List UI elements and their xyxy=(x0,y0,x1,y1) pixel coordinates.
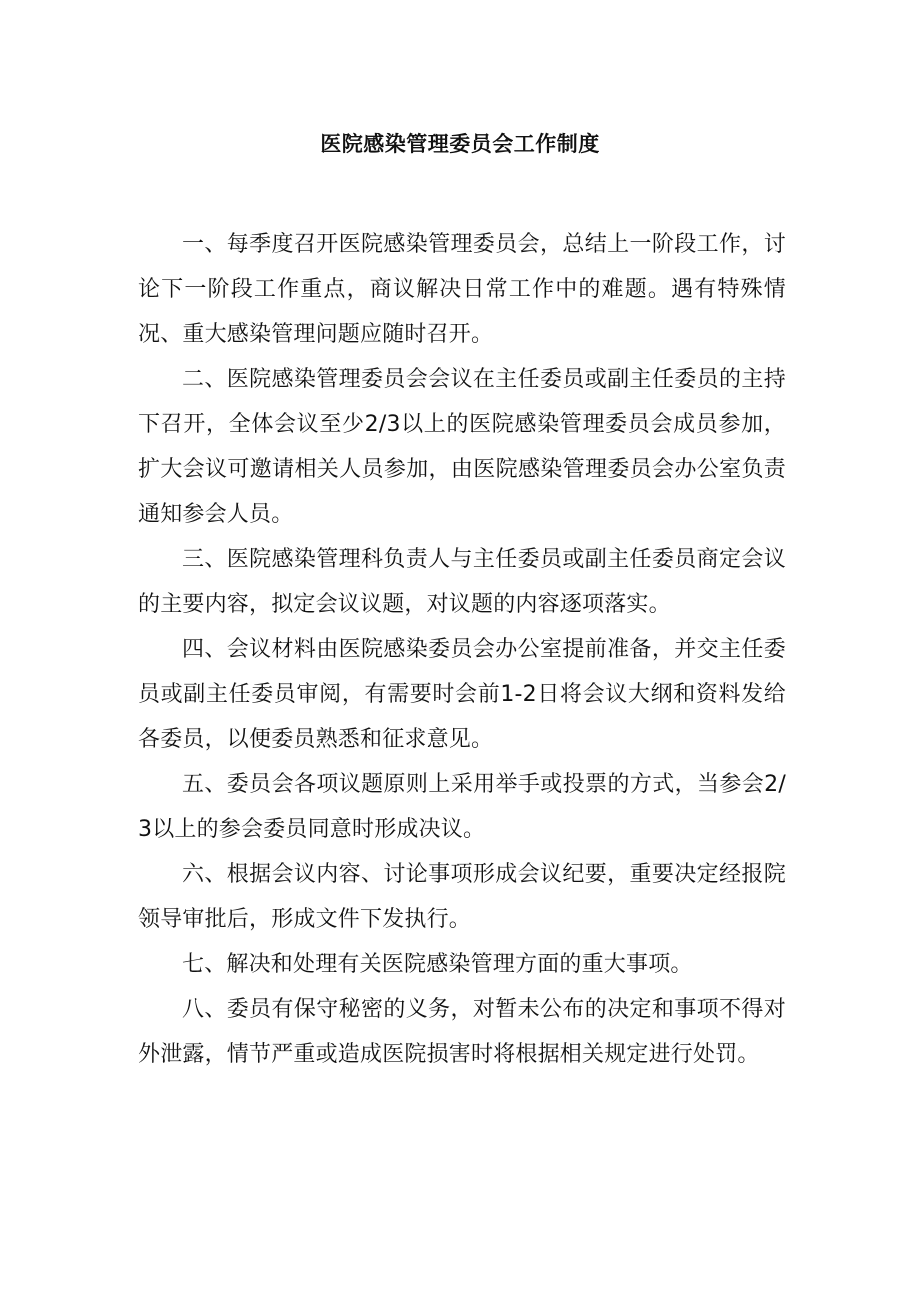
clause-1: 一、每季度召开医院感染管理委员会，总结上一阶段工作，讨论下一阶段工作重点，商议解决日常工作中的难题。遇有特殊情况、重大感染管理问题应随时召开。 xyxy=(138,232,786,347)
clause-7: 七、解决和处理有关医院感染管理方面的重大事项。 xyxy=(182,952,693,977)
clause-5: 五、委员会各项议题原则上采用举手或投票的方式，当参会2/3以上的参会委员同意时形成决议。 xyxy=(138,772,786,842)
document-title: 医院感染管理委员会工作制度 xyxy=(320,132,600,156)
clause-4: 四、会议材料由医院感染委员会办公室提前准备，并交主任委员或副主任委员审阅，有需要时会前1-2日将会议大纲和资料发给各委员，以便委员熟悉和征求意见。 xyxy=(138,637,786,752)
clause-2: 二、医院感染管理委员会会议在主任委员或副主任委员的主持下召开，全体会议至少2/3以上的医院感染管理委员会成员参加，扩大会议可邀请相关人员参加，由医院感染管理委员会办公室负责通知参会人员。 xyxy=(138,367,786,527)
clause-6: 六、根据会议内容、讨论事项形成会议纪要，重要决定经报院领导审批后，形成文件下发执行。 xyxy=(138,862,786,932)
clause-3: 三、医院感染管理科负责人与主任委员或副主任委员商定会议的主要内容，拟定会议议题，对议题的内容逐项落实。 xyxy=(138,547,786,617)
document-body xyxy=(138,222,786,1077)
clause-8: 八、委员有保守秘密的义务，对暂未公布的决定和事项不得对外泄露，情节严重或造成医院损害时将根据相关规定进行处罚。 xyxy=(138,997,786,1067)
